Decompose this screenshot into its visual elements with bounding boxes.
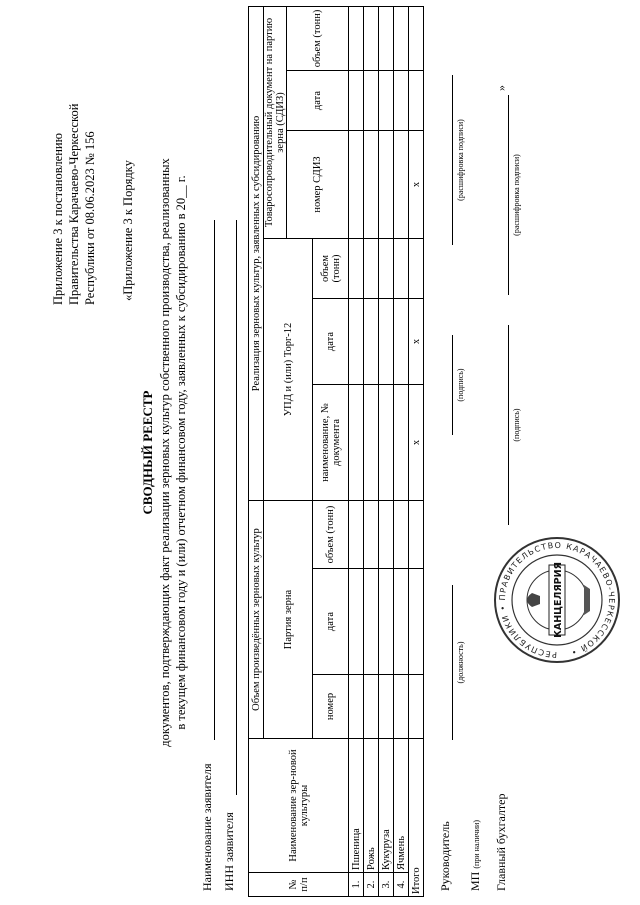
head-position-line bbox=[452, 585, 453, 740]
accountant-decoding-line bbox=[508, 95, 509, 295]
header-sdiz-volume: объем (тонн) bbox=[287, 6, 349, 70]
applicant-name-line bbox=[214, 220, 215, 740]
header-batch-number: номер bbox=[313, 675, 349, 739]
row-number: 2. bbox=[364, 873, 379, 897]
appendix-line-1: Приложение 3 к постановлению bbox=[51, 133, 65, 305]
appendix-line-3: Республики от 08.06.2023 № 156 bbox=[83, 131, 97, 305]
total-label: Итого bbox=[409, 739, 424, 897]
official-seal-stamp bbox=[492, 535, 622, 665]
header-batch-date: дата bbox=[313, 569, 349, 675]
document-title: СВОДНЫЙ РЕЕСТР bbox=[140, 390, 155, 515]
header-upd-torg12: УПД и (или) Торг-12 bbox=[264, 239, 313, 501]
appendix-line-2: Правительства Карачаево-Черкесской bbox=[67, 103, 81, 305]
header-batch-volume: объем (тонн) bbox=[313, 501, 349, 569]
head-signature-caption: (подпись) bbox=[456, 368, 465, 402]
header-sdiz-number: номер СДИЗ bbox=[287, 131, 349, 239]
header-grain-batch: Партия зерна bbox=[264, 501, 313, 739]
seal-center-text: КАНЦЕЛЯРИЯ bbox=[553, 562, 564, 638]
total-x-mark: х bbox=[409, 131, 424, 239]
header-produced-volume: Объем произведённых зерновых культур bbox=[249, 501, 264, 739]
total-x-mark: х bbox=[409, 385, 424, 501]
header-sdiz: Товаросопроводительный документ на партию зерна (СДИЗ) bbox=[264, 6, 287, 238]
header-doc-name: наименование, № документа bbox=[313, 385, 349, 501]
header-sdiz-date: дата bbox=[287, 71, 349, 131]
table-row bbox=[394, 6, 409, 896]
header-crop-name: Наименование зер-новой культуры bbox=[249, 739, 349, 873]
applicant-inn-label: ИНН заявителя bbox=[222, 812, 236, 891]
head-label: Руководитель bbox=[438, 821, 452, 891]
row-crop: Кукуруза bbox=[379, 739, 394, 873]
table-row bbox=[349, 6, 364, 896]
head-position-caption: (должность) bbox=[456, 641, 465, 684]
header-number: № п/п bbox=[249, 873, 349, 897]
head-decoding-line bbox=[452, 75, 453, 245]
mp-label: МП (при наличии) bbox=[468, 820, 482, 891]
row-crop: Рожь bbox=[364, 739, 379, 873]
accountant-signature-caption: (подпись) bbox=[512, 408, 521, 442]
closing-quote: » bbox=[494, 85, 508, 91]
seal-emblem-icon bbox=[527, 593, 540, 607]
header-upd-volume: объем (тонн) bbox=[313, 239, 349, 299]
table-row bbox=[379, 6, 394, 896]
seal-bottom-ornament-icon bbox=[584, 585, 590, 615]
head-decoding-caption: (расшифровка подписи) bbox=[456, 119, 465, 201]
row-number: 1. bbox=[349, 873, 364, 897]
chief-accountant-label: Главный бухгалтер bbox=[494, 793, 508, 891]
row-number: 4. bbox=[394, 873, 409, 897]
accountant-signature-line bbox=[508, 325, 509, 525]
appendix-line-4: «Приложение 3 к Порядку bbox=[121, 160, 135, 301]
head-signature-line bbox=[452, 335, 453, 435]
row-crop: Пшеница bbox=[349, 739, 364, 873]
applicant-name-label: Наименование заявителя bbox=[200, 763, 214, 891]
row-crop: Ячмень bbox=[394, 739, 409, 873]
register-table bbox=[248, 6, 424, 897]
header-upd-date: дата bbox=[313, 299, 349, 385]
total-x-mark: х bbox=[409, 299, 424, 385]
document-subtitle-2: в текущем финансовом году и (или) отчетном финансовом году, заявленных к субсидированию в 20__ г. bbox=[174, 175, 188, 730]
table-row bbox=[364, 6, 379, 896]
total-row bbox=[409, 6, 424, 896]
document-subtitle-1: документов, подтверждающих факт реализации зерновых культур собственного производства, реализованных bbox=[158, 158, 172, 747]
seal-ring-text: РЕСПУБЛИКИ • ПРАВИТЕЛЬСТВО КАРАЧАЕВО-ЧЕРКЕССКОЙ • bbox=[497, 540, 617, 660]
applicant-inn-line bbox=[236, 220, 237, 795]
row-number: 3. bbox=[379, 873, 394, 897]
accountant-decoding-caption: (расшифровка подписи) bbox=[512, 154, 521, 236]
header-sales: Реализация зерновых культур, заявленных к субсидированию bbox=[249, 6, 264, 500]
